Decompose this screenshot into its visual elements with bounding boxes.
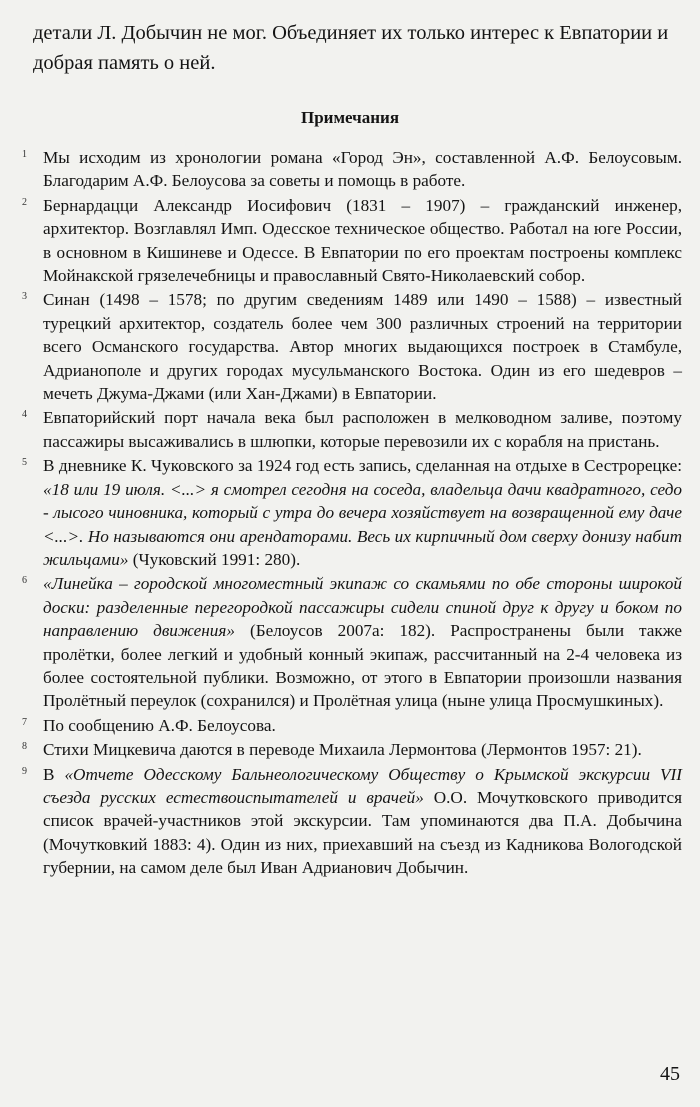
note-run: По сообщению А.Ф. Белоусова. (43, 715, 276, 735)
note-text (43, 738, 682, 761)
note-run: Бернардацци Александр Иосифович (1831 – 1907) – гражданский инженер, архитектор. Возглавлял Имп. Одесское техническое общество. Работал на юге России, в основном в Кишиневе и Одессе. В Евпатории по его проектам построены комплекс Мойнакской грязелечебницы и православный Свято-Николаевский собор. (43, 195, 682, 286)
notes-list (22, 146, 682, 881)
note-item (22, 454, 682, 571)
note-run: Синан (1498 – 1578; по другим сведениям 1489 или 1490 – 1588) – известный турецкий архитектор, создатель более чем 300 различных строений на территории всего Османского государства. Автор многих выдающихся построек в Стамбуле, Адрианополе и других городах мусульманского Востока. Один из его шедевров – мечеть Джума-Джами (или Хан-Джами) в Евпатории. (43, 290, 682, 404)
note-text (43, 454, 682, 571)
note-item (22, 146, 682, 193)
note-run: Евпаторийский порт начала века был расположен в мелководном заливе, поэтому пассажиры высаживались в шлюпки, которые перевозили их с корабля на пристань. (43, 408, 682, 451)
note-run: Мы исходим из хронологии романа «Город Эн», составленной А.Ф. Белоусовым. Благодарим А.Ф. Белоусова за советы и помощь в работе. (43, 148, 682, 191)
note-item (22, 763, 682, 880)
note-quote: «Линейка – городской многоместный экипаж со скамьями по обе стороны широкой доски: разделенные перегородкой пассажиры сидели спиной друг к другу и боком по направлению движения» (43, 574, 682, 641)
note-item (22, 714, 682, 737)
note-text (43, 406, 682, 453)
intro-paragraph: детали Л. Добычин не мог. Объединяет их только интерес к Евпатории и добрая память о ней. (33, 22, 669, 74)
note-number: 1 (22, 149, 27, 160)
note-item (22, 194, 682, 288)
note-number: 8 (22, 741, 27, 753)
note-number: 7 (22, 716, 27, 728)
page-number: 45 (660, 1063, 680, 1085)
note-run: В (43, 764, 65, 784)
notes-heading: Примечания (300, 108, 400, 127)
note-text (43, 763, 682, 880)
note-run: Стихи Мицкевича даются в переводе Михаила Лермонтова (Лермонтов 1957: 21). (43, 740, 642, 760)
note-item (22, 738, 682, 761)
note-quote: «Отчете Одесскому Бальнеологическому Обществу о Крымской экскурсии VII съезда русских естествоиспытателей и врачей» (43, 764, 682, 807)
note-run: (Белоусов 2007а: 182). Распространены были также пролётки, более легкий и удобный конный экипаж, рассчитанный на 2-4 человека из более состоятельной публики. Возможно, от этого в Евпатории произошли названия Пролётный переулок (сохранился) и Пролётная улица (ныне улица Просмушкиных). (43, 621, 682, 711)
note-run: В дневнике К. Чуковского за 1924 год есть запись, сделанная на отдыхе в Сестрорецке: (43, 456, 682, 476)
note-number: 2 (22, 196, 27, 208)
note-item (22, 406, 682, 453)
note-text (43, 146, 682, 193)
note-number: 3 (22, 291, 27, 303)
note-quote: «18 или 19 июля. <...> я смотрел сегодня на соседа, владельца дачи квадратного, седо - лысого чиновника, который с утра до вечера хозяйствует на возвращенной ему даче <...>. Но называются они арендаторами. Весь их кирпичный дом сверху донизу набит жильцами» (43, 479, 682, 569)
note-item (22, 572, 682, 712)
note-text (43, 288, 682, 405)
note-text (43, 194, 682, 288)
note-number: 6 (22, 575, 27, 587)
note-run: (Чуковский 1991: 280). (128, 549, 301, 569)
note-text (43, 572, 682, 712)
note-run: О.О. Мочутковского приводится список врачей-участников этой экскурсии. Там упоминаются два П.А. Добычина (Мочутковкий 1883: 4). Один из них, приехавший на съезд из Кадникова Вологодской губернии, на самом деле был Иван Адрианович Добычин. (43, 787, 682, 878)
note-number: 5 (22, 457, 27, 469)
note-number: 9 (22, 765, 27, 777)
note-item (22, 288, 682, 405)
note-text (43, 714, 682, 737)
note-number: 4 (22, 409, 27, 421)
